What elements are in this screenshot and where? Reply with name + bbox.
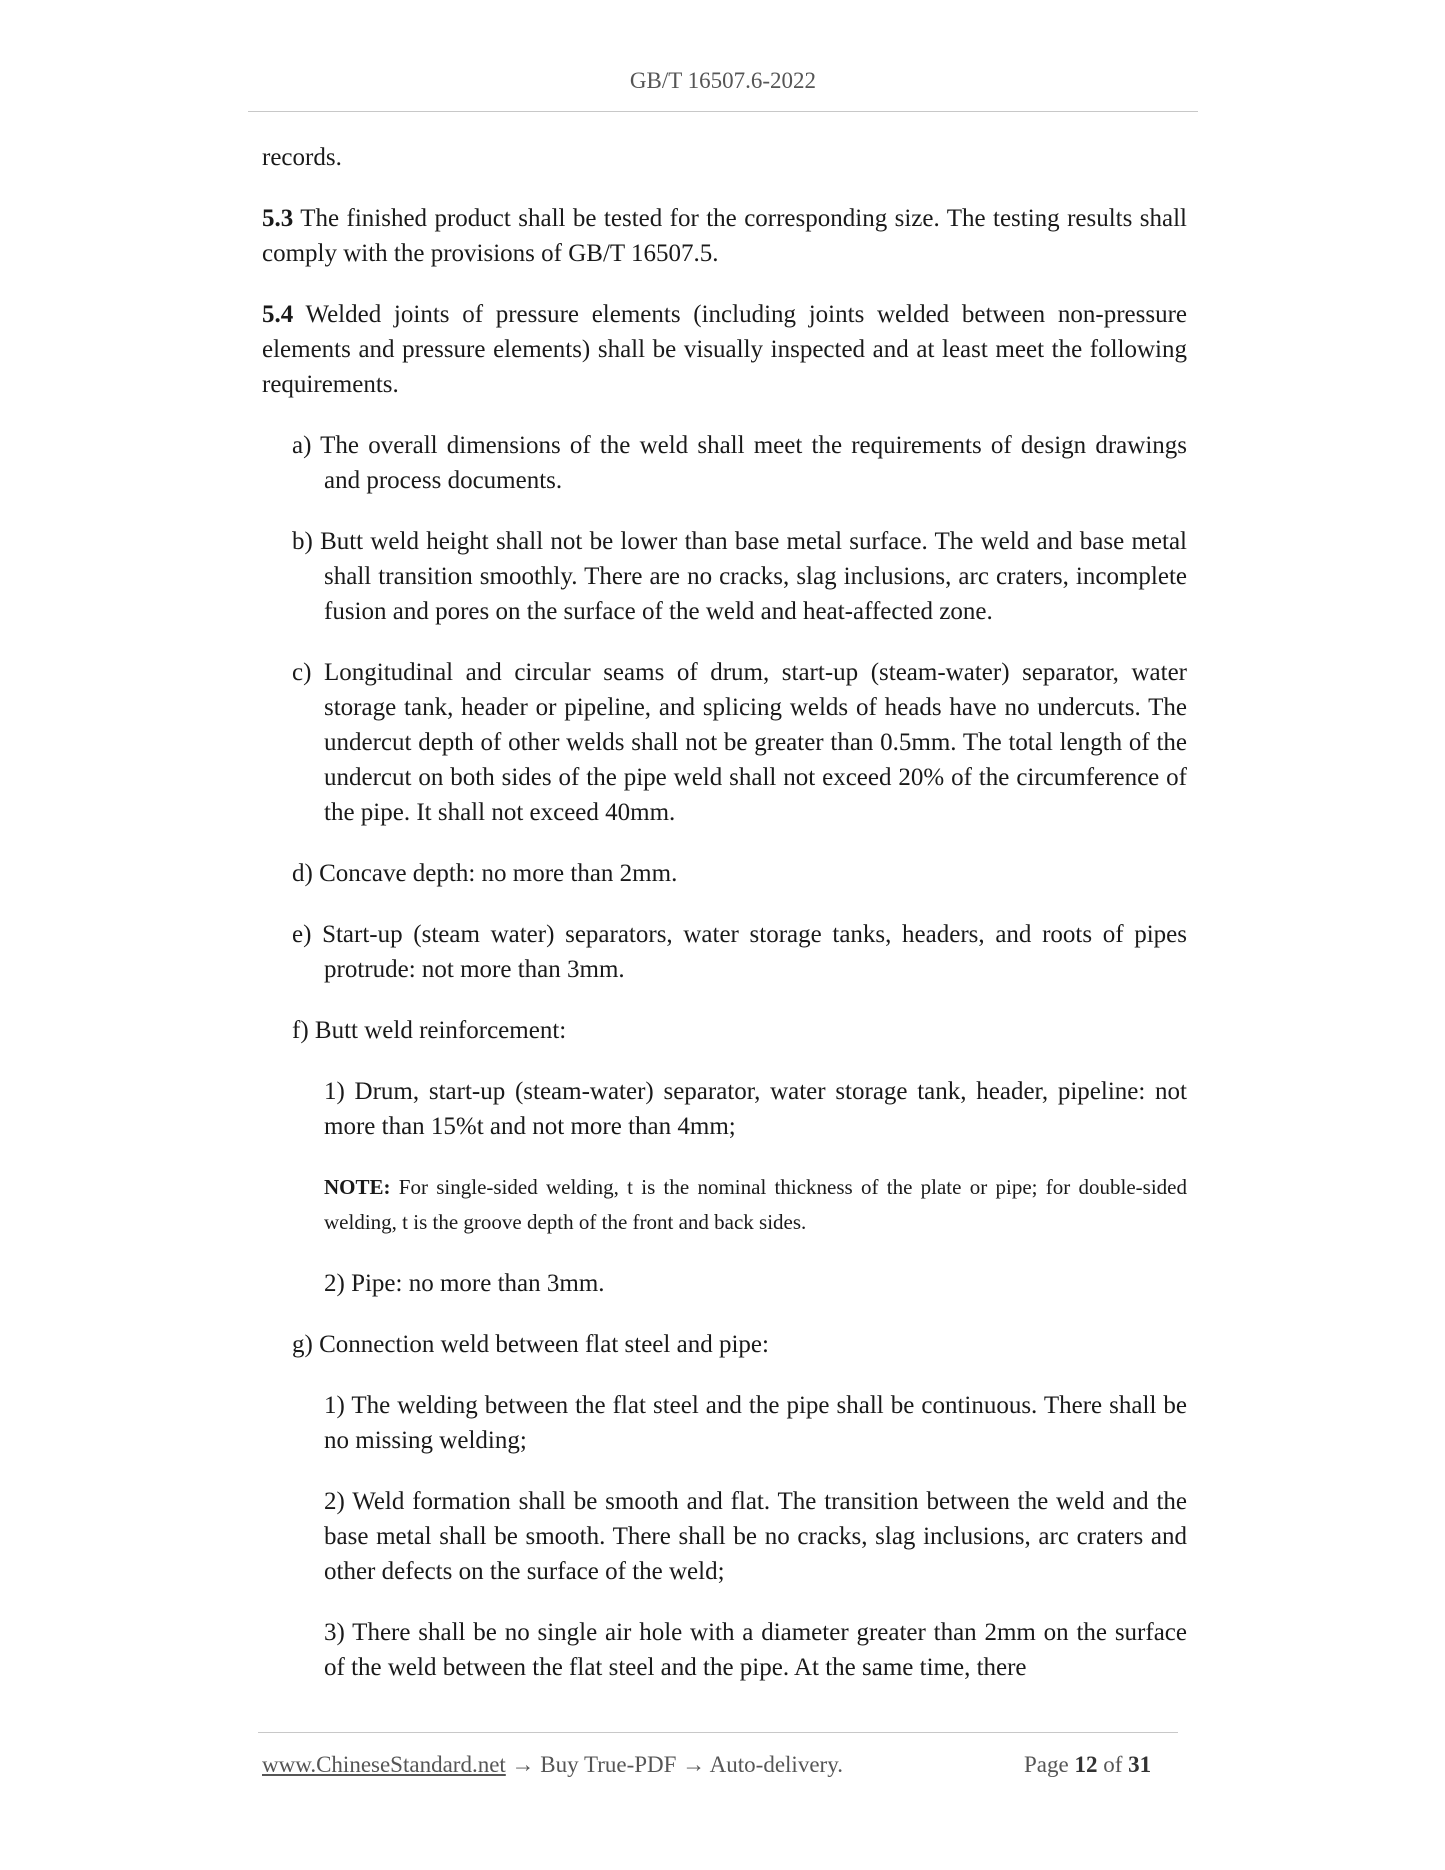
buy-text: Buy True-PDF bbox=[540, 1752, 677, 1777]
sub-item-f2: 2) Pipe: no more than 3mm. bbox=[324, 1270, 605, 1297]
clause-text: Welded joints of pressure elements (including joints welded between non-pressure elements and pressure elements) shall be visually inspected and at least meet the following requirements. bbox=[262, 301, 1187, 398]
note bbox=[324, 1170, 1187, 1240]
list-item-e: e) Start-up (steam water) separators, water storage tanks, headers, and roots of pipes protrude: not more than 3mm. bbox=[292, 921, 1187, 983]
of-word: of bbox=[1097, 1752, 1129, 1777]
header-rule bbox=[248, 111, 1198, 112]
sub-item-g3: 3) There shall be no single air hole with a diameter greater than 2mm on the surface of the weld between the flat steel and the pipe. At the same time, there bbox=[324, 1619, 1187, 1681]
page-total: 31 bbox=[1128, 1752, 1152, 1777]
list-item-a: a) The overall dimensions of the weld shall meet the requirements of design drawings and process documents. bbox=[292, 432, 1187, 494]
list-item-c: c) Longitudinal and circular seams of drum, start-up (steam-water) separator, water storage tank, header or pipeline, and splicing welds of heads have no undercuts. The undercut depth of other welds shall not be greater than 0.5mm. The total length of the undercut on both sides of the pipe weld shall not exceed 20% of the circumference of the pipe. It shall not exceed 40mm. bbox=[292, 659, 1187, 826]
page-number: 12 bbox=[1074, 1752, 1098, 1777]
list-item-d: d) Concave depth: no more than 2mm. bbox=[292, 860, 678, 887]
footer-links bbox=[262, 1752, 843, 1778]
clause-number: 5.3 bbox=[262, 205, 294, 232]
list-item-g: g) Connection weld between flat steel and pipe: bbox=[292, 1331, 769, 1358]
note-label: NOTE: bbox=[324, 1175, 391, 1199]
footer-rule bbox=[258, 1732, 1178, 1733]
sub-item-g1: 1) The welding between the flat steel and the pipe shall be continuous. There shall be no missing welding; bbox=[324, 1392, 1187, 1454]
arrow-icon: → bbox=[505, 1752, 541, 1777]
list-item-f: f) Butt weld reinforcement: bbox=[292, 1017, 567, 1044]
page-word: Page bbox=[1024, 1752, 1075, 1777]
note-text: For single-sided welding, t is the nominal thickness of the plate or pipe; for double-sided welding, t is the groove depth of the front and back sides. bbox=[324, 1175, 1187, 1234]
sub-item-g2: 2) Weld formation shall be smooth and flat. The transition between the weld and the base metal shall be smooth. There shall be no cracks, slag inclusions, arc craters and other defects on the surface of the weld; bbox=[324, 1488, 1187, 1585]
sub-item-f1: 1) Drum, start-up (steam-water) separator, water storage tank, header, pipeline: not more than 15%t and not more than 4mm; bbox=[324, 1078, 1187, 1140]
clause-text: The finished product shall be tested for the corresponding size. The testing results shall comply with the provisions of GB/T 16507.5. bbox=[262, 205, 1187, 267]
list-item-b: b) Butt weld height shall not be lower than base metal surface. The weld and base metal shall transition smoothly. There are no cracks, slag inclusions, arc craters, incomplete fusion and pores on the surface of the weld and heat-affected zone. bbox=[292, 528, 1187, 625]
delivery-text: Auto-delivery. bbox=[709, 1752, 843, 1777]
page-content bbox=[262, 140, 1187, 1711]
clause-5-4 bbox=[262, 297, 1187, 402]
arrow-icon: → bbox=[676, 1752, 710, 1777]
clause-5-3 bbox=[262, 201, 1187, 271]
clause-number: 5.4 bbox=[262, 301, 294, 328]
page-indicator bbox=[1024, 1752, 1151, 1778]
website-link[interactable]: www.ChineseStandard.net bbox=[262, 1752, 506, 1777]
paragraph-continuation: records. bbox=[262, 144, 342, 171]
document-header: GB/T 16507.6-2022 bbox=[629, 68, 817, 93]
